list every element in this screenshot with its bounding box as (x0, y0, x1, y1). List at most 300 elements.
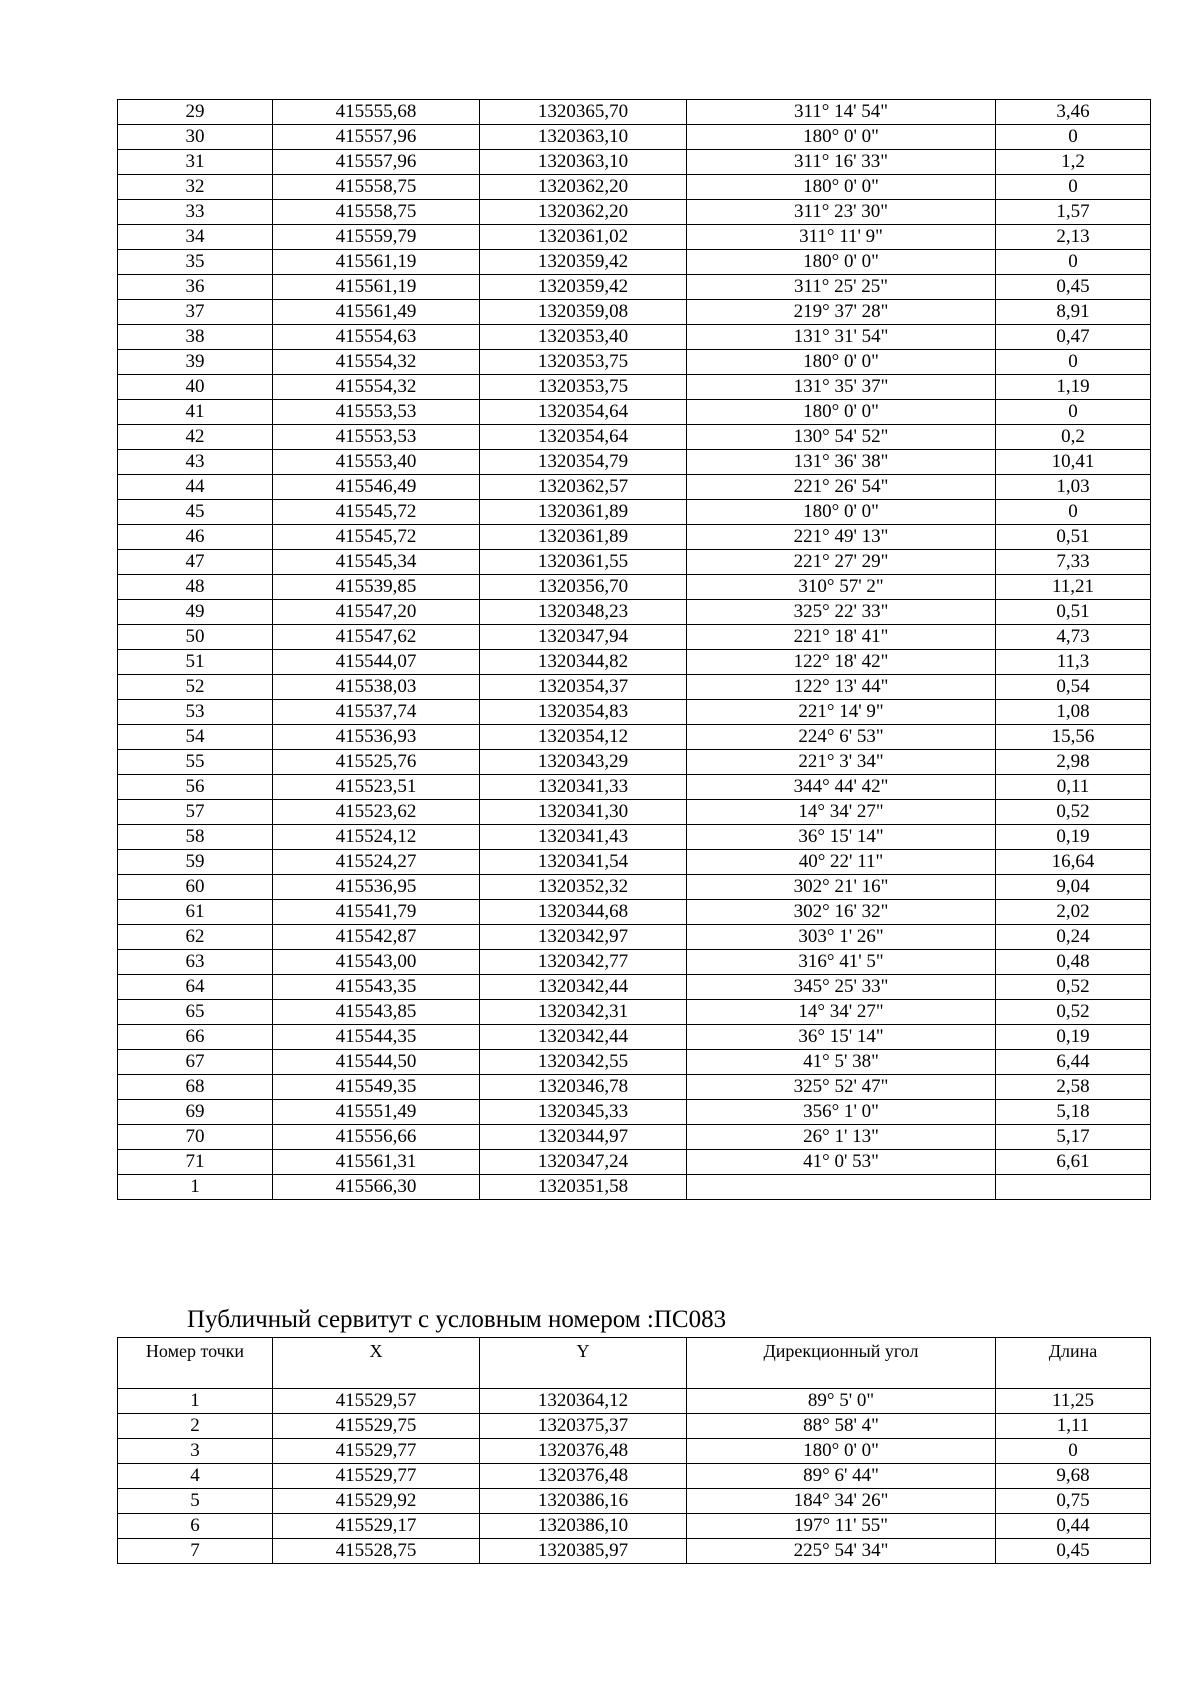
cell-x: 415561,49 (273, 300, 480, 325)
cell-length: 1,11 (996, 1414, 1151, 1439)
cell-y: 1320341,30 (480, 800, 687, 825)
cell-x: 415553,53 (273, 400, 480, 425)
cell-length: 11,21 (996, 575, 1151, 600)
cell-y: 1320354,64 (480, 425, 687, 450)
cell-y: 1320376,48 (480, 1464, 687, 1489)
table-row (118, 550, 1151, 575)
cell-length: 5,17 (996, 1125, 1151, 1150)
cell-point-number: 2 (118, 1414, 273, 1439)
cell-x: 415554,32 (273, 350, 480, 375)
header-length: Длина (996, 1338, 1151, 1389)
cell-length: 9,68 (996, 1464, 1151, 1489)
cell-direction-angle: 197° 11' 55" (687, 1514, 996, 1539)
cell-point-number: 46 (118, 525, 273, 550)
cell-y: 1320361,55 (480, 550, 687, 575)
table-row (118, 125, 1151, 150)
cell-x: 415529,17 (273, 1514, 480, 1539)
cell-direction-angle: 40° 22' 11" (687, 850, 996, 875)
cell-x: 415557,96 (273, 125, 480, 150)
cell-direction-angle: 41° 5' 38" (687, 1050, 996, 1075)
cell-length: 8,91 (996, 300, 1151, 325)
servitude-ps083-table (117, 1337, 1151, 1564)
cell-x: 415543,85 (273, 1000, 480, 1025)
cell-y: 1320346,78 (480, 1075, 687, 1100)
cell-y: 1320363,10 (480, 150, 687, 175)
cell-length: 2,13 (996, 225, 1151, 250)
header-y: Y (480, 1338, 687, 1389)
cell-y: 1320341,33 (480, 775, 687, 800)
cell-direction-angle: 219° 37' 28" (687, 300, 996, 325)
cell-point-number: 3 (118, 1439, 273, 1464)
cell-direction-angle: 180° 0' 0" (687, 250, 996, 275)
section-title: Публичный сервитут с условным номером :ПС083 (187, 1306, 727, 1333)
cell-length: 0,52 (996, 800, 1151, 825)
cell-x: 415544,50 (273, 1050, 480, 1075)
cell-direction-angle: 26° 1' 13" (687, 1125, 996, 1150)
table-row (118, 675, 1151, 700)
cell-direction-angle: 344° 44' 42" (687, 775, 996, 800)
cell-point-number: 57 (118, 800, 273, 825)
cell-direction-angle: 14° 34' 27" (687, 800, 996, 825)
cell-point-number: 44 (118, 475, 273, 500)
cell-y: 1320375,37 (480, 1414, 687, 1439)
cell-length: 0 (996, 500, 1151, 525)
cell-y: 1320344,97 (480, 1125, 687, 1150)
table-row (118, 1414, 1151, 1439)
cell-length: 2,02 (996, 900, 1151, 925)
servitude-table-body (118, 1389, 1151, 1564)
cell-length: 0,48 (996, 950, 1151, 975)
table-row (118, 900, 1151, 925)
cell-x: 415525,76 (273, 750, 480, 775)
cell-direction-angle: 88° 58' 4" (687, 1414, 996, 1439)
cell-direction-angle: 311° 23' 30" (687, 200, 996, 225)
cell-length: 3,46 (996, 100, 1151, 125)
cell-x: 415529,75 (273, 1414, 480, 1439)
coordinates-table-body (118, 100, 1151, 1200)
cell-point-number: 66 (118, 1025, 273, 1050)
cell-point-number: 29 (118, 100, 273, 125)
cell-y: 1320344,82 (480, 650, 687, 675)
cell-x: 415549,35 (273, 1075, 480, 1100)
cell-length: 1,57 (996, 200, 1151, 225)
table-row (118, 450, 1151, 475)
table-row (118, 1439, 1151, 1464)
cell-direction-angle: 311° 16' 33" (687, 150, 996, 175)
table-row (118, 1125, 1151, 1150)
cell-length: 4,73 (996, 625, 1151, 650)
table-row (118, 850, 1151, 875)
cell-direction-angle: 316° 41' 5" (687, 950, 996, 975)
cell-x: 415529,77 (273, 1464, 480, 1489)
cell-direction-angle: 122° 18' 42" (687, 650, 996, 675)
cell-y: 1320386,10 (480, 1514, 687, 1539)
table-row (118, 950, 1151, 975)
cell-x: 415523,62 (273, 800, 480, 825)
cell-y: 1320342,44 (480, 975, 687, 1000)
table-row (118, 400, 1151, 425)
cell-y: 1320354,12 (480, 725, 687, 750)
table-row (118, 325, 1151, 350)
cell-point-number: 65 (118, 1000, 273, 1025)
cell-x: 415543,35 (273, 975, 480, 1000)
cell-x: 415561,19 (273, 250, 480, 275)
cell-x: 415523,51 (273, 775, 480, 800)
cell-y: 1320341,43 (480, 825, 687, 850)
cell-x: 415557,96 (273, 150, 480, 175)
cell-length: 0,47 (996, 325, 1151, 350)
cell-direction-angle: 14° 34' 27" (687, 1000, 996, 1025)
cell-direction-angle: 221° 18' 41" (687, 625, 996, 650)
cell-point-number: 58 (118, 825, 273, 850)
cell-x: 415538,03 (273, 675, 480, 700)
header-x: X (273, 1338, 480, 1389)
table-row (118, 700, 1151, 725)
cell-direction-angle: 302° 21' 16" (687, 875, 996, 900)
cell-length: 10,41 (996, 450, 1151, 475)
cell-x: 415555,68 (273, 100, 480, 125)
cell-y: 1320362,20 (480, 175, 687, 200)
cell-point-number: 54 (118, 725, 273, 750)
cell-length: 2,98 (996, 750, 1151, 775)
cell-point-number: 49 (118, 600, 273, 625)
table-header-row (118, 1338, 1151, 1389)
table-row (118, 1514, 1151, 1539)
cell-x: 415556,66 (273, 1125, 480, 1150)
cell-y: 1320354,37 (480, 675, 687, 700)
cell-point-number: 45 (118, 500, 273, 525)
cell-length: 0,24 (996, 925, 1151, 950)
table-row (118, 650, 1151, 675)
cell-length: 0,51 (996, 600, 1151, 625)
cell-y: 1320354,64 (480, 400, 687, 425)
table-row (118, 375, 1151, 400)
table-row (118, 1489, 1151, 1514)
table-row (118, 500, 1151, 525)
cell-direction-angle: 325° 22' 33" (687, 600, 996, 625)
table-row (118, 275, 1151, 300)
cell-direction-angle: 221° 49' 13" (687, 525, 996, 550)
cell-y: 1320359,08 (480, 300, 687, 325)
cell-point-number: 39 (118, 350, 273, 375)
cell-point-number: 32 (118, 175, 273, 200)
cell-direction-angle: 89° 5' 0" (687, 1389, 996, 1414)
cell-point-number: 30 (118, 125, 273, 150)
cell-length: 0 (996, 350, 1151, 375)
table-row (118, 750, 1151, 775)
cell-x: 415541,79 (273, 900, 480, 925)
coordinates-table-continued (117, 99, 1151, 1200)
table-row (118, 100, 1151, 125)
table-row (118, 175, 1151, 200)
cell-x: 415524,27 (273, 850, 480, 875)
cell-y: 1320352,32 (480, 875, 687, 900)
cell-point-number: 51 (118, 650, 273, 675)
cell-point-number: 48 (118, 575, 273, 600)
table-row (118, 925, 1151, 950)
cell-x: 415528,75 (273, 1539, 480, 1564)
cell-point-number: 50 (118, 625, 273, 650)
cell-point-number: 4 (118, 1464, 273, 1489)
cell-x: 415529,92 (273, 1489, 480, 1514)
cell-length (996, 1175, 1151, 1200)
cell-y: 1320353,40 (480, 325, 687, 350)
cell-direction-angle: 311° 14' 54" (687, 100, 996, 125)
cell-length: 0 (996, 1439, 1151, 1464)
cell-length: 0,11 (996, 775, 1151, 800)
cell-x: 415566,30 (273, 1175, 480, 1200)
cell-length: 0 (996, 125, 1151, 150)
cell-x: 415544,35 (273, 1025, 480, 1050)
cell-x: 415553,40 (273, 450, 480, 475)
cell-x: 415536,95 (273, 875, 480, 900)
cell-x: 415545,72 (273, 525, 480, 550)
cell-y: 1320351,58 (480, 1175, 687, 1200)
cell-direction-angle: 221° 3' 34" (687, 750, 996, 775)
cell-y: 1320341,54 (480, 850, 687, 875)
cell-x: 415545,34 (273, 550, 480, 575)
header-point-number: Номер точки (118, 1338, 273, 1389)
cell-point-number: 33 (118, 200, 273, 225)
cell-direction-angle: 221° 14' 9" (687, 700, 996, 725)
cell-y: 1320376,48 (480, 1439, 687, 1464)
cell-y: 1320343,29 (480, 750, 687, 775)
cell-length: 0 (996, 250, 1151, 275)
table-row (118, 1464, 1151, 1489)
table-row (118, 250, 1151, 275)
cell-y: 1320385,97 (480, 1539, 687, 1564)
cell-x: 415554,63 (273, 325, 480, 350)
cell-point-number: 42 (118, 425, 273, 450)
cell-point-number: 5 (118, 1489, 273, 1514)
cell-length: 9,04 (996, 875, 1151, 900)
cell-y: 1320365,70 (480, 100, 687, 125)
table-row (118, 975, 1151, 1000)
table-row (118, 200, 1151, 225)
cell-direction-angle: 36° 15' 14" (687, 825, 996, 850)
cell-y: 1320361,89 (480, 500, 687, 525)
cell-y: 1320359,42 (480, 275, 687, 300)
cell-y: 1320363,10 (480, 125, 687, 150)
cell-y: 1320345,33 (480, 1100, 687, 1125)
table-row (118, 1100, 1151, 1125)
table-row (118, 825, 1151, 850)
cell-x: 415554,32 (273, 375, 480, 400)
cell-point-number: 70 (118, 1125, 273, 1150)
cell-direction-angle: 225° 54' 34" (687, 1539, 996, 1564)
cell-point-number: 68 (118, 1075, 273, 1100)
cell-point-number: 7 (118, 1539, 273, 1564)
header-direction-angle: Дирекционный угол (687, 1338, 996, 1389)
cell-direction-angle: 224° 6' 53" (687, 725, 996, 750)
table-row (118, 300, 1151, 325)
cell-direction-angle: 36° 15' 14" (687, 1025, 996, 1050)
cell-x: 415539,85 (273, 575, 480, 600)
cell-direction-angle: 180° 0' 0" (687, 175, 996, 200)
cell-point-number: 35 (118, 250, 273, 275)
cell-direction-angle: 180° 0' 0" (687, 1439, 996, 1464)
cell-direction-angle: 221° 26' 54" (687, 475, 996, 500)
cell-x: 415547,62 (273, 625, 480, 650)
cell-point-number: 67 (118, 1050, 273, 1075)
cell-x: 415553,53 (273, 425, 480, 450)
cell-point-number: 47 (118, 550, 273, 575)
cell-direction-angle: 180° 0' 0" (687, 125, 996, 150)
cell-length: 0,19 (996, 1025, 1151, 1050)
cell-point-number: 64 (118, 975, 273, 1000)
table-row (118, 600, 1151, 625)
cell-x: 415529,57 (273, 1389, 480, 1414)
cell-length: 0,45 (996, 275, 1151, 300)
cell-point-number: 56 (118, 775, 273, 800)
cell-y: 1320347,94 (480, 625, 687, 650)
cell-direction-angle: 356° 1' 0" (687, 1100, 996, 1125)
table-row (118, 150, 1151, 175)
cell-point-number: 1 (118, 1175, 273, 1200)
cell-direction-angle: 122° 13' 44" (687, 675, 996, 700)
cell-length: 0,51 (996, 525, 1151, 550)
cell-point-number: 53 (118, 700, 273, 725)
table-row (118, 225, 1151, 250)
table-row (118, 775, 1151, 800)
cell-length: 6,61 (996, 1150, 1151, 1175)
table-row (118, 875, 1151, 900)
cell-point-number: 59 (118, 850, 273, 875)
cell-y: 1320344,68 (480, 900, 687, 925)
cell-point-number: 71 (118, 1150, 273, 1175)
table-row (118, 350, 1151, 375)
cell-point-number: 41 (118, 400, 273, 425)
cell-length: 5,18 (996, 1100, 1151, 1125)
cell-x: 415537,74 (273, 700, 480, 725)
cell-y: 1320356,70 (480, 575, 687, 600)
cell-length: 0,2 (996, 425, 1151, 450)
cell-point-number: 37 (118, 300, 273, 325)
table-row (118, 1000, 1151, 1025)
cell-y: 1320342,31 (480, 1000, 687, 1025)
table-row (118, 725, 1151, 750)
cell-x: 415561,19 (273, 275, 480, 300)
cell-length: 0,75 (996, 1489, 1151, 1514)
table-row (118, 1175, 1151, 1200)
cell-point-number: 31 (118, 150, 273, 175)
cell-y: 1320353,75 (480, 375, 687, 400)
cell-point-number: 63 (118, 950, 273, 975)
cell-direction-angle: 325° 52' 47" (687, 1075, 996, 1100)
cell-direction-angle: 131° 31' 54" (687, 325, 996, 350)
table-row (118, 1389, 1151, 1414)
table-row (118, 425, 1151, 450)
table-row (118, 625, 1151, 650)
cell-length: 0 (996, 400, 1151, 425)
cell-direction-angle: 180° 0' 0" (687, 500, 996, 525)
cell-direction-angle: 302° 16' 32" (687, 900, 996, 925)
cell-x: 415544,07 (273, 650, 480, 675)
cell-length: 1,19 (996, 375, 1151, 400)
table-row (118, 1150, 1151, 1175)
cell-x: 415558,75 (273, 200, 480, 225)
cell-direction-angle: 345° 25' 33" (687, 975, 996, 1000)
cell-direction-angle: 180° 0' 0" (687, 400, 996, 425)
cell-point-number: 34 (118, 225, 273, 250)
table-row (118, 1025, 1151, 1050)
cell-y: 1320361,02 (480, 225, 687, 250)
cell-direction-angle: 221° 27' 29" (687, 550, 996, 575)
cell-length: 0,54 (996, 675, 1151, 700)
cell-direction-angle: 180° 0' 0" (687, 350, 996, 375)
cell-direction-angle: 130° 54' 52" (687, 425, 996, 450)
cell-y: 1320348,23 (480, 600, 687, 625)
cell-length: 7,33 (996, 550, 1151, 575)
cell-x: 415524,12 (273, 825, 480, 850)
cell-length: 0,52 (996, 1000, 1151, 1025)
cell-length: 0,45 (996, 1539, 1151, 1564)
cell-direction-angle: 184° 34' 26" (687, 1489, 996, 1514)
table-row (118, 525, 1151, 550)
cell-point-number: 1 (118, 1389, 273, 1414)
cell-y: 1320342,77 (480, 950, 687, 975)
cell-y: 1320354,79 (480, 450, 687, 475)
cell-length: 2,58 (996, 1075, 1151, 1100)
cell-point-number: 62 (118, 925, 273, 950)
cell-x: 415559,79 (273, 225, 480, 250)
cell-point-number: 6 (118, 1514, 273, 1539)
cell-point-number: 52 (118, 675, 273, 700)
cell-direction-angle: 310° 57' 2" (687, 575, 996, 600)
cell-y: 1320362,57 (480, 475, 687, 500)
cell-length: 0,44 (996, 1514, 1151, 1539)
table-row (118, 1075, 1151, 1100)
table-row (118, 800, 1151, 825)
cell-direction-angle: 41° 0' 53" (687, 1150, 996, 1175)
cell-y: 1320354,83 (480, 700, 687, 725)
cell-x: 415529,77 (273, 1439, 480, 1464)
cell-point-number: 55 (118, 750, 273, 775)
cell-length: 1,2 (996, 150, 1151, 175)
cell-y: 1320342,55 (480, 1050, 687, 1075)
cell-length: 0 (996, 175, 1151, 200)
cell-length: 0,19 (996, 825, 1151, 850)
cell-x: 415546,49 (273, 475, 480, 500)
cell-y: 1320347,24 (480, 1150, 687, 1175)
table-row (118, 1539, 1151, 1564)
cell-x: 415545,72 (273, 500, 480, 525)
cell-point-number: 43 (118, 450, 273, 475)
cell-x: 415547,20 (273, 600, 480, 625)
cell-x: 415543,00 (273, 950, 480, 975)
cell-point-number: 61 (118, 900, 273, 925)
cell-length: 0,52 (996, 975, 1151, 1000)
cell-length: 1,08 (996, 700, 1151, 725)
cell-direction-angle (687, 1175, 996, 1200)
cell-length: 16,64 (996, 850, 1151, 875)
cell-length: 11,3 (996, 650, 1151, 675)
cell-direction-angle: 311° 11' 9" (687, 225, 996, 250)
cell-y: 1320362,20 (480, 200, 687, 225)
cell-point-number: 60 (118, 875, 273, 900)
table-row (118, 575, 1151, 600)
cell-length: 15,56 (996, 725, 1151, 750)
table-row (118, 1050, 1151, 1075)
cell-x: 415542,87 (273, 925, 480, 950)
cell-length: 1,03 (996, 475, 1151, 500)
table-row (118, 475, 1151, 500)
cell-y: 1320342,44 (480, 1025, 687, 1050)
cell-y: 1320359,42 (480, 250, 687, 275)
cell-x: 415558,75 (273, 175, 480, 200)
cell-direction-angle: 131° 36' 38" (687, 450, 996, 475)
cell-direction-angle: 131° 35' 37" (687, 375, 996, 400)
